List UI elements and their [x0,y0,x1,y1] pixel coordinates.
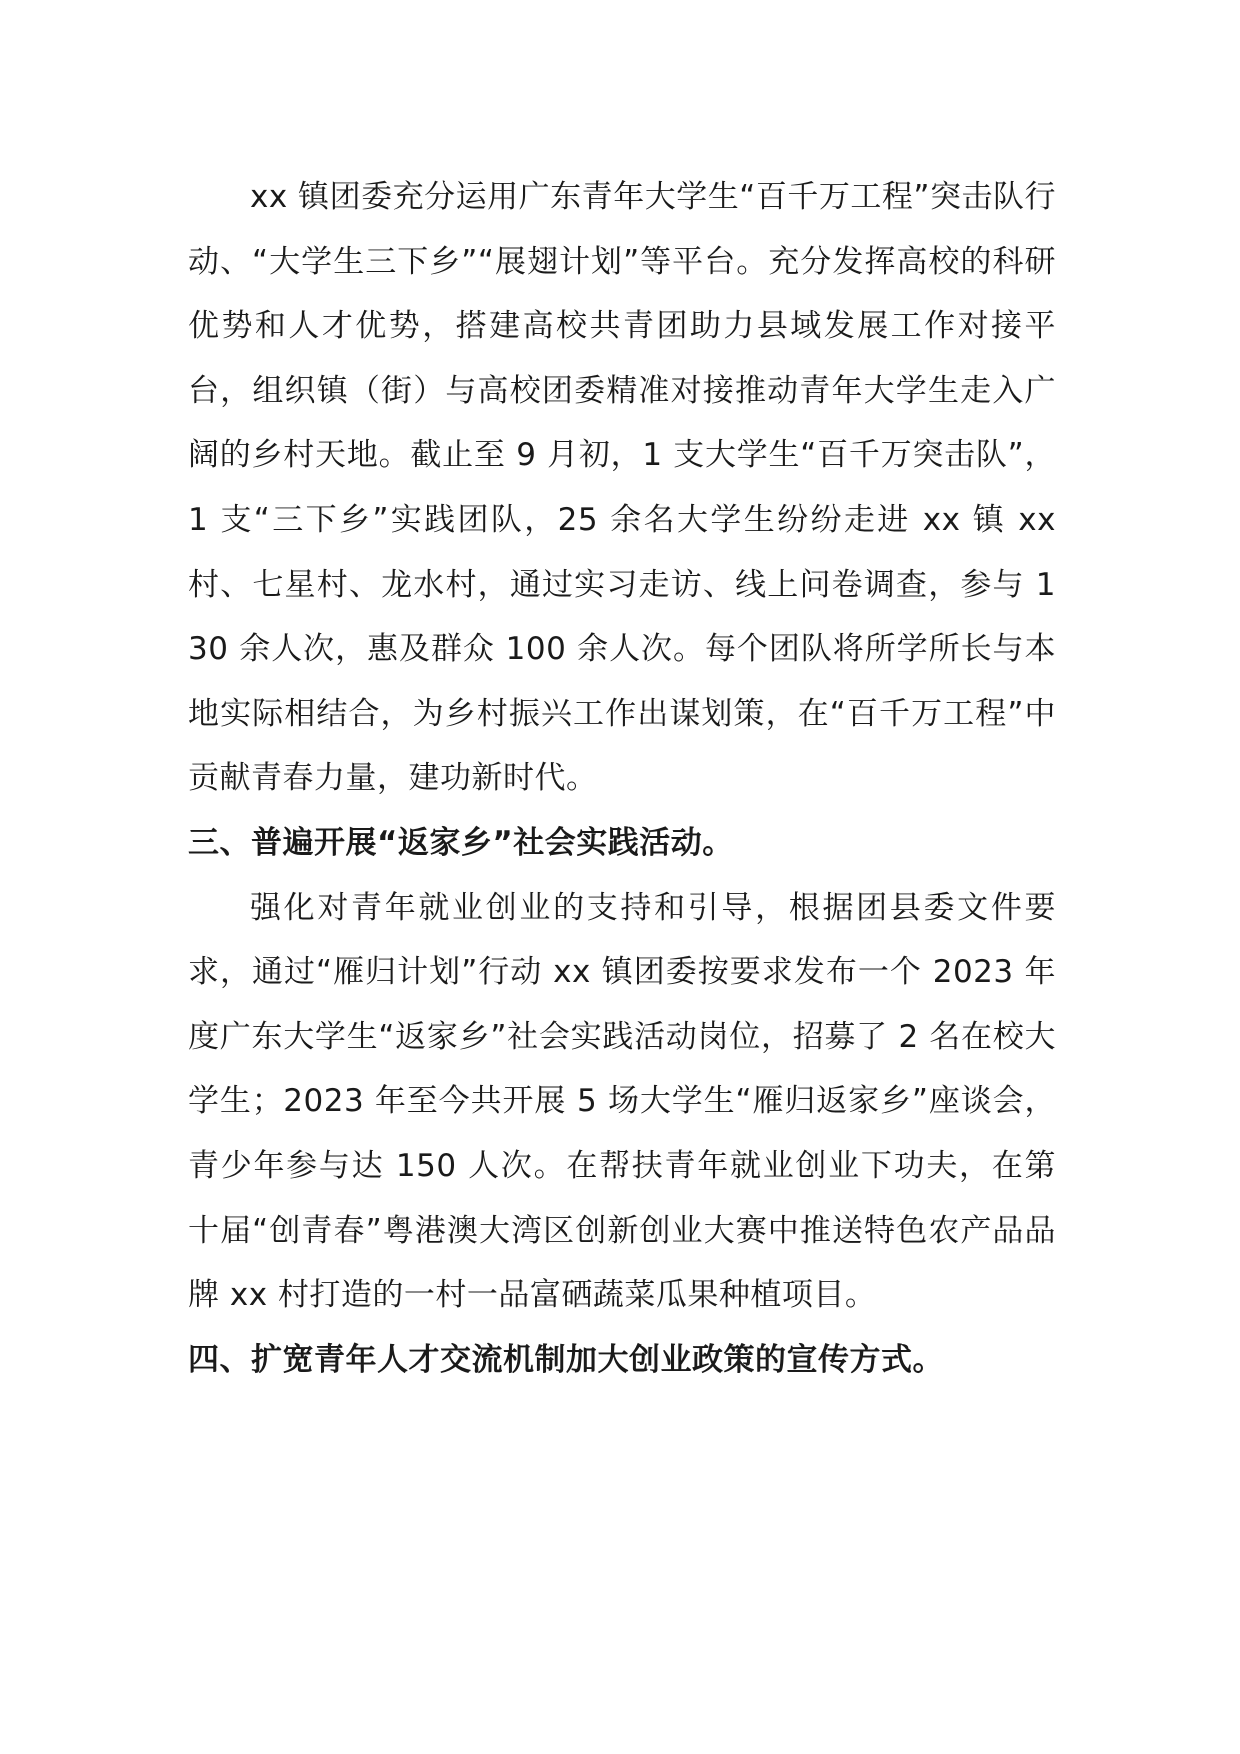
paragraph-university-students-programs: xx 镇团委充分运用广东青年大学生“百千万工程”突击队行动、“大学生三下乡”“展翅计划”等平台。充分发挥高校的科研优势和人才优势，搭建高校共青团助力县域发展工作对接平台，组织镇（街）与高校团委精准对接推动青年大学生走入广阔的乡村天地。截止至 9 月初，1 支大学生“百千万突击队”，1 支“三下乡”实践团队，25 余名大学生纷纷走进 xx 镇 xx 村、七星村、龙水村，通过实习走访、线上问卷调查，参与 130 余人次，惠及群众 100 余人次。每个团队将所学所长与本地实际相结合，为乡村振兴工作出谋划策，在“百千万工程”中贡献青春力量，建功新时代。 [188,179,1056,797]
section-heading-3: 三、普遍开展“返家乡”社会实践活动。 [188,824,734,861]
document-page [188,165,1056,1392]
paragraph-return-hometown-practice: 强化对青年就业创业的支持和引导，根据团县委文件要求，通过“雁归计划”行动 xx 镇团委按要求发布一个 2023 年度广东大学生“返家乡”社会实践活动岗位，招募了 2 名在校大学生；2023 年至今共开展 5 场大学生“雁归返家乡”座谈会，青少年参与达 150 人次。在帮扶青年就业创业下功夫，在第十届“创青春”粤港澳大湾区创新创业大赛中推送特色农产品品牌 xx 村打造的一村一品富硒蔬菜瓜果种植项目。 [188,889,1056,1314]
section-heading-4: 四、扩宽青年人才交流机制加大创业政策的宣传方式。 [188,1341,944,1378]
